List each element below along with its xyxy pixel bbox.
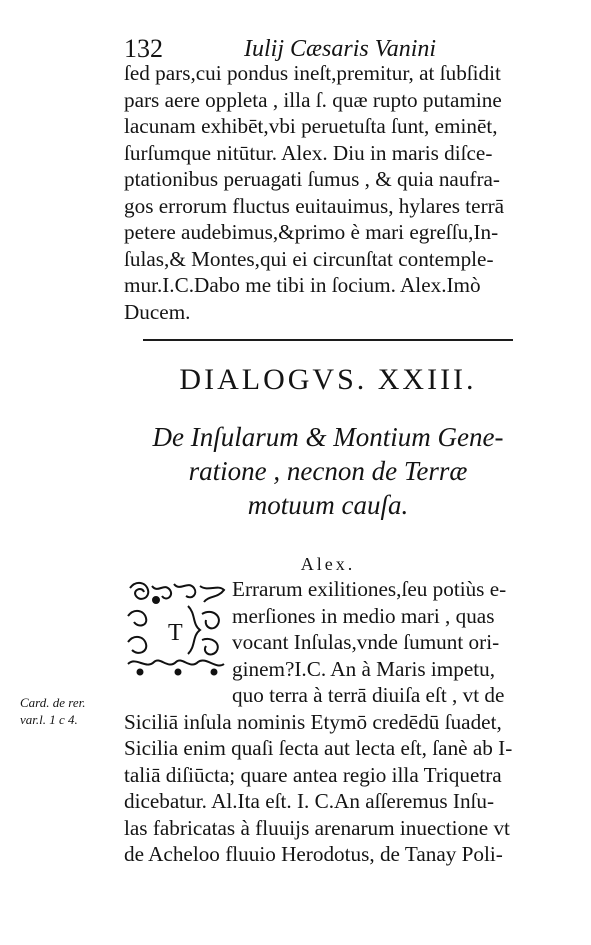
text-line: pars aere oppleta , illa ſ. quæ rupto putamine: [124, 87, 502, 112]
text-line: mur.I.C.Dabo me tibi in ſocium. Alex.Imò: [124, 273, 481, 297]
text-line: Siciliā inſula nominis Etymō credēdū ſuadet,: [124, 709, 502, 734]
subtitle-line: ratione , necnon de Terræ: [188, 456, 468, 486]
speaker-name: Alex.: [300, 554, 356, 574]
text-line: ſulas,& Montes,qui ei circunſtat contemple-: [124, 246, 494, 271]
text-line: quo terra à terrā diuiſa eſt , vt de: [232, 683, 505, 707]
text-line: petere audebimus,&primo è mari egreſſu,In-: [124, 220, 499, 244]
text-line: lacunam exhibēt,vbi peruetuſta ſunt, eminēt,: [124, 114, 498, 138]
citation-line: var.l. 1 c 4.: [20, 712, 78, 727]
subtitle-line: De Inſularum & Montium Gene-: [152, 422, 504, 452]
text-line: ſed pars,cui pondus ineſt,premitur, at ſubſidit: [124, 61, 501, 85]
text-line: las fabricatas à fluuijs arenarum inuectione vt: [124, 815, 510, 840]
text-line: Ducem.: [124, 299, 191, 324]
text-line: ſurſumque nitūtur. Alex. Diu in maris diſce-: [124, 140, 493, 165]
text-line: de Acheloo fluuio Herodotus, de Tanay Poli-: [124, 842, 503, 866]
citation-line: Card. de rer.: [20, 695, 86, 710]
text-line: Errarum exilitiones,ſeu potiùs e-: [232, 577, 507, 601]
text-line: merſiones in medio mari , quas: [232, 603, 495, 628]
marginal-citation: [20, 694, 120, 728]
text-line: gos errorum fluctus euitauimus, hylares terrā: [124, 193, 505, 218]
text-line: dicebatur. Al.Ita eſt. I. C.An aſſeremus Inſu-: [124, 789, 495, 813]
text-line: ptationibus peruagati ſumus , & quia naufra-: [124, 167, 500, 191]
page-number: 132: [124, 34, 163, 63]
top-paragraph: [124, 60, 532, 325]
running-title: Iulij Cæsaris Vanini: [244, 36, 437, 62]
subtitle-line: motuum cauſa.: [247, 490, 409, 520]
main-paragraph: [124, 576, 532, 868]
initial-letter: T: [168, 620, 183, 646]
dialogue-heading: DIALOGVS. XXIII.: [179, 363, 477, 396]
text-line: vocant Inſulas,vnde ſumunt ori-: [232, 630, 500, 654]
section-divider: [143, 339, 513, 341]
text-line: Sicilia enim quaſi ſecta aut lecta eſt, ſanè ab I-: [124, 736, 513, 760]
text-line: taliā diſiūcta; quare antea regio illa Triquetra: [124, 762, 502, 787]
text-line: ginem?I.C. An à Maris impetu,: [232, 656, 496, 681]
dialogue-subtitle: [124, 420, 532, 522]
